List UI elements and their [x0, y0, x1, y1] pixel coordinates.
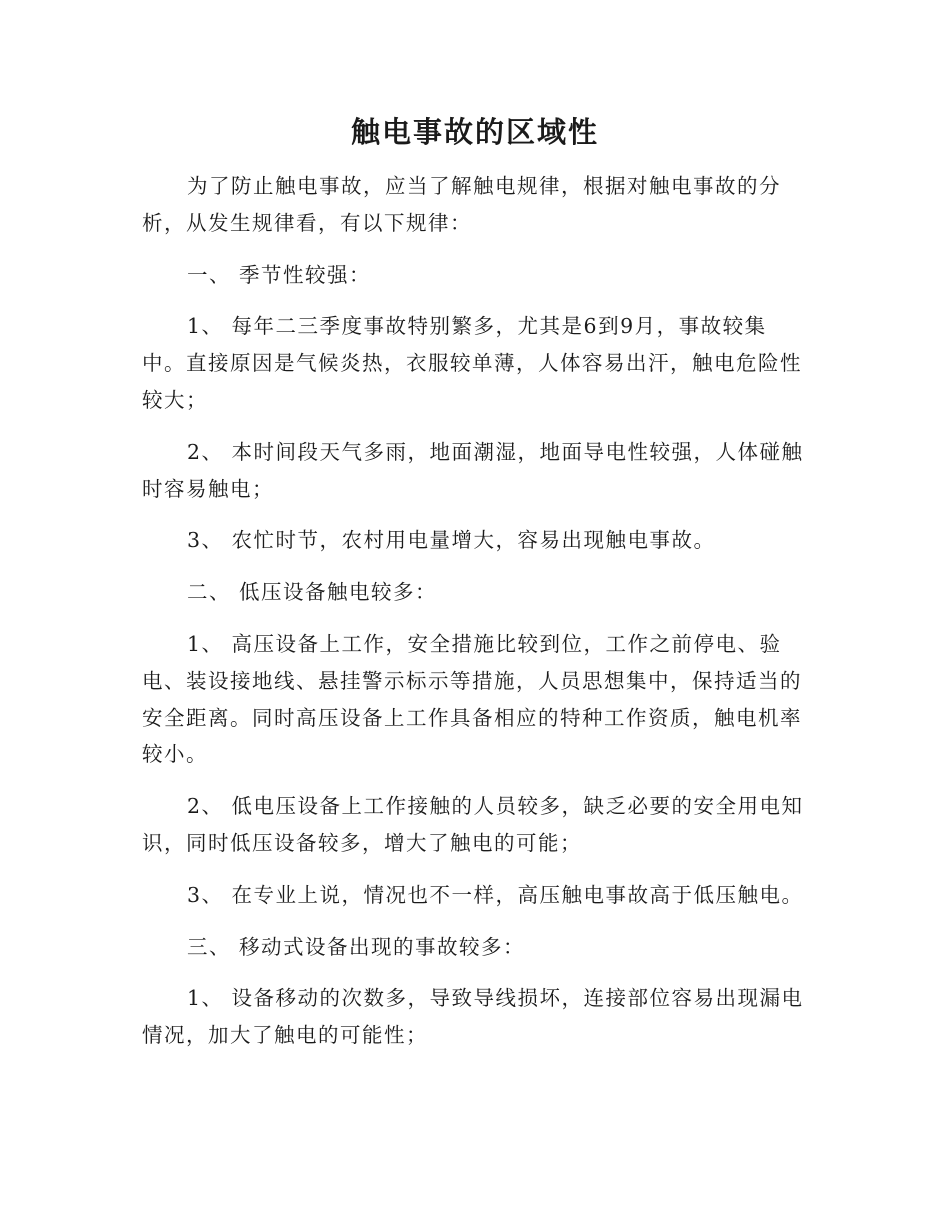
- mobile-equipment-item-1: 1、 设备移动的次数多，导致导线损坏，连接部位容易出现漏电情况，加大了触电的可能性；: [142, 986, 804, 1048]
- document-body: [142, 168, 808, 1069]
- low-voltage-item-2: 2、 低电压设备上工作接触的人员较多，缺乏必要的安全用电知识，同时低压设备较多，增大了触电的可能；: [142, 794, 804, 855]
- section-heading-seasonal: 一、 季节性较强：: [187, 262, 372, 287]
- low-voltage-item-1: 1、 高压设备上工作，安全措施比较到位，工作之前停电、验电、装设接地线、悬挂警示标示等措施，人员思想集中，保持适当的安全距离。同时高压设备上工作具备相应的特种工作资质，触电机率较小。: [142, 631, 802, 767]
- intro-paragraph: 为了防止触电事故，应当了解触电规律，根据对触电事故的分析，从发生规律看，有以下规律：: [142, 174, 781, 235]
- low-voltage-item-3: 3、 在专业上说，情况也不一样，高压触电事故高于低压触电。: [187, 882, 804, 907]
- section-heading-low-voltage: 二、 低压设备触电较多：: [187, 580, 438, 605]
- document-title: 触电事故的区域性: [350, 115, 599, 149]
- seasonal-item-1: 1、 每年二三季度事故特别繁多，尤其是6到9月，事故较集中。直接原因是气候炎热，衣服较单薄，人体容易出汗，触电危险性较大；: [142, 314, 802, 412]
- seasonal-item-3: 3、 农忙时节，农村用电量增大，容易出现触电事故。: [187, 528, 716, 553]
- section-heading-mobile-equipment: 三、 移动式设备出现的事故较多：: [187, 934, 526, 959]
- seasonal-item-2: 2、 本时间段天气多雨，地面潮湿，地面导电性较强，人体碰触时容易触电；: [142, 439, 804, 501]
